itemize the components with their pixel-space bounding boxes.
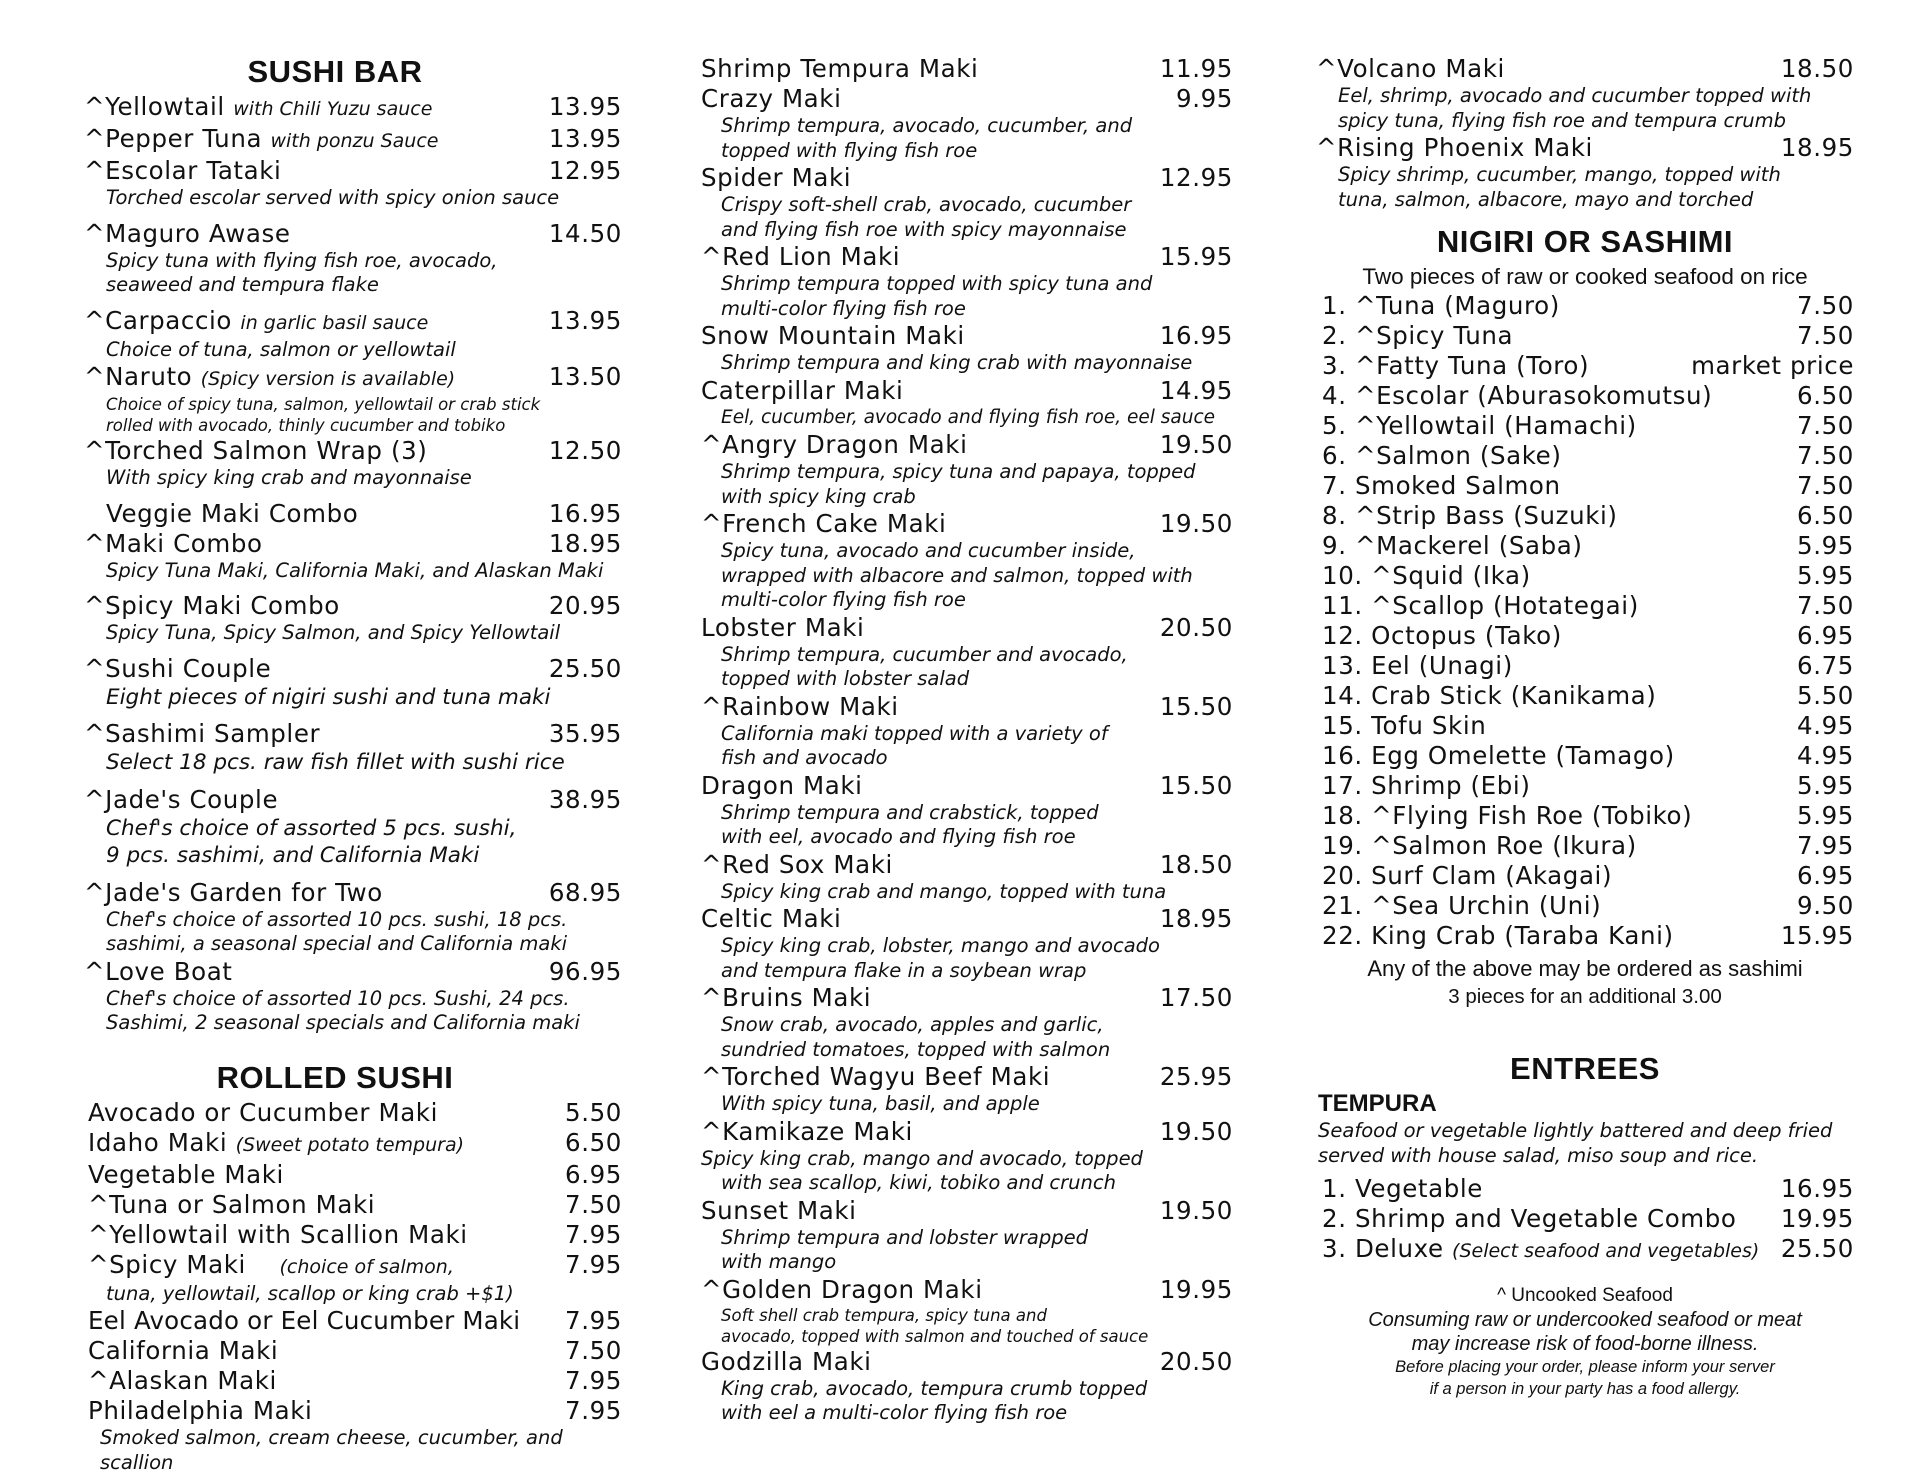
item-name: ^Golden Dragon Maki xyxy=(701,1274,983,1304)
menu-item xyxy=(701,1062,1233,1117)
list-item: 2. ^Spicy Tuna 7.50 xyxy=(1322,321,1854,350)
list-item: 19. ^Salmon Roe (Ikura) 7.95 xyxy=(1322,831,1854,860)
item-price: 6.50 xyxy=(565,1127,622,1157)
item-price: 7.95 xyxy=(565,1396,622,1425)
item-price: 18.95 xyxy=(1780,133,1854,162)
item-description: Eel, shrimp, avocado and cucumber topped with xyxy=(1338,84,1812,107)
item-name: Celtic Maki xyxy=(701,904,842,933)
list-item: 15. Tofu Skin 4.95 xyxy=(1322,711,1854,740)
list-item: 5. ^Yellowtail (Hamachi) 7.50 xyxy=(1322,411,1854,440)
item-price: 9.95 xyxy=(1176,84,1233,113)
item-name: Caterpillar Maki xyxy=(701,375,904,405)
menu-item xyxy=(84,1250,622,1307)
item-price: 13.95 xyxy=(548,92,622,121)
item-price: 13.95 xyxy=(548,124,622,153)
list-item: 8. ^Strip Bass (Suzuki) 6.50 xyxy=(1322,501,1854,530)
list-item: 6. ^Salmon (Sake) 7.50 xyxy=(1322,441,1854,470)
item-price: 25.50 xyxy=(548,653,622,683)
item-name: ^Yellowtail with Chili Yuzu sauce xyxy=(84,92,433,121)
menu-item xyxy=(701,430,1233,509)
item-price: 20.50 xyxy=(1159,1346,1233,1376)
item-description: 9 pcs. sashimi, and California Maki xyxy=(106,843,480,868)
menu-item xyxy=(701,242,1233,321)
item-name: ^Love Boat xyxy=(84,956,233,986)
item-price: 19.95 xyxy=(1159,1274,1233,1304)
item-description: avocado, topped with salmon and touched of sauce xyxy=(721,1326,1149,1346)
menu-item xyxy=(701,84,1233,163)
item-description: California maki topped with a variety of xyxy=(721,721,1108,745)
item-name: ^Rising Phoenix Maki xyxy=(1316,133,1593,162)
item-name: ^Kamikaze Maki xyxy=(701,1116,913,1146)
item-price: 19.50 xyxy=(1159,1195,1233,1225)
item-description: Sashimi, 2 seasonal specials and California maki xyxy=(106,1011,580,1034)
menu-item xyxy=(1316,54,1854,133)
item-description: multi-color flying fish roe xyxy=(721,296,966,320)
menu-item xyxy=(84,1396,622,1475)
tempura-description: Seafood or vegetable lightly battered and deep fried xyxy=(1318,1119,1833,1142)
item-description: seaweed and tempura flake xyxy=(106,273,379,296)
item-price: 11.95 xyxy=(1159,54,1233,83)
item-description: topped with lobster salad xyxy=(721,667,970,690)
menu-item xyxy=(84,92,622,124)
item-name: ^Jade's Garden for Two xyxy=(84,877,383,907)
item-description: Shrimp tempura topped with spicy tuna and xyxy=(721,272,1153,295)
menu-item xyxy=(84,957,622,1036)
menu-item xyxy=(84,785,622,870)
item-description: Shrimp tempura and crabstick, topped xyxy=(721,800,1099,824)
item-description: Chef's choice of assorted 5 pcs. sushi, xyxy=(106,815,517,841)
item-price: 15.95 xyxy=(1159,242,1233,271)
item-description: wrapped with albacore and salmon, topped with xyxy=(721,563,1193,587)
list-item: 20. Surf Clam (Akagai) 6.95 xyxy=(1322,861,1854,890)
section-title-sushi-bar: SUSHI BAR xyxy=(247,54,423,89)
item-name: ^Rainbow Maki xyxy=(701,691,899,721)
menu-item xyxy=(84,1306,622,1336)
list-item: 14. Crab Stick (Kanikama) 5.50 xyxy=(1322,681,1854,710)
item-name: ^Maguro Awase xyxy=(84,218,291,248)
list-item: 16. Egg Omelette (Tamago) 4.95 xyxy=(1322,741,1854,770)
item-name: ^Spicy Maki Combo xyxy=(84,591,340,620)
item-description: with eel, avocado and flying fish roe xyxy=(721,825,1076,848)
menu-item xyxy=(701,509,1233,613)
list-item: 7. Smoked Salmon 7.50 xyxy=(1322,471,1854,500)
item-description: With spicy king crab and mayonnaise xyxy=(106,466,472,489)
item-name: ^Tuna or Salmon Maki xyxy=(88,1189,376,1219)
menu-item xyxy=(84,1336,622,1366)
item-price: 7.50 xyxy=(565,1189,622,1219)
menu-item xyxy=(84,1190,622,1220)
list-item: 11. ^Scallop (Hotategai) 7.50 xyxy=(1322,591,1854,620)
item-description: Choice of tuna, salmon or yellowtail xyxy=(106,337,456,361)
item-price: 20.95 xyxy=(548,591,622,620)
menu-item xyxy=(701,692,1233,771)
menu-item xyxy=(701,904,1233,983)
menu-item xyxy=(84,878,622,957)
item-name: Crazy Maki xyxy=(701,84,842,113)
item-description: Spicy king crab, mango and avocado, topped xyxy=(701,1146,1143,1170)
item-description: Spicy tuna, avocado and cucumber inside, xyxy=(721,539,1136,562)
item-name: Avocado or Cucumber Maki xyxy=(88,1097,439,1127)
item-name: ^Sashimi Sampler xyxy=(84,719,321,748)
section-subtitle-nigiri: Two pieces of raw or cooked seafood on rice xyxy=(1362,264,1808,289)
column-right xyxy=(1316,54,1854,1400)
item-description: and flying fish roe with spicy mayonnaise xyxy=(721,217,1127,241)
sashimi-footnote: Any of the above may be ordered as sashimi xyxy=(1367,956,1803,981)
item-name: ^Yellowtail with Scallion Maki xyxy=(88,1219,468,1249)
item-name: ^Sushi Couple xyxy=(84,653,272,683)
nigiri-list xyxy=(1316,291,1854,951)
menu-item xyxy=(84,436,622,491)
tempura-description: served with house salad, miso soup and rice. xyxy=(1318,1143,1759,1167)
item-price: 18.50 xyxy=(1780,54,1854,83)
item-price: 6.95 xyxy=(565,1159,622,1189)
menu-item xyxy=(84,1220,622,1250)
item-price: 18.95 xyxy=(548,528,622,558)
item-description: Spicy Tuna Maki, California Maki, and Alaskan Maki xyxy=(106,558,604,582)
item-price: 7.95 xyxy=(565,1219,622,1249)
item-description: and tempura flake in a soybean wrap xyxy=(721,958,1087,982)
item-description: tuna, yellowtail, scallop or king crab +$1) xyxy=(106,1281,514,1305)
section-title-nigiri: NIGIRI OR SASHIMI xyxy=(1436,224,1734,259)
item-price: 17.50 xyxy=(1159,983,1233,1012)
list-item: 9. ^Mackerel (Saba) 5.95 xyxy=(1322,531,1854,560)
item-price: 13.50 xyxy=(548,362,622,391)
column-left xyxy=(84,52,622,1475)
list-item: 1. ^Tuna (Maguro) 7.50 xyxy=(1322,291,1854,320)
notice-line: Consuming raw or undercooked seafood or meat xyxy=(1368,1309,1802,1331)
item-name: ^Red Sox Maki xyxy=(701,849,893,879)
item-description: Soft shell crab tempura, spicy tuna and xyxy=(721,1305,1047,1325)
item-description: sundried tomatoes, topped with salmon xyxy=(721,1037,1111,1061)
item-price: 38.95 xyxy=(548,784,622,814)
uncooked-seafood-legend: ^ Uncooked Seafood xyxy=(1497,1285,1673,1306)
list-item: 1. Vegetable 16.95 xyxy=(1322,1174,1854,1203)
item-description: Chef's choice of assorted 10 pcs. Sushi, 24 pcs. xyxy=(106,986,570,1010)
item-description: Spicy shrimp, cucumber, mango, topped with xyxy=(1338,163,1781,186)
menu-item xyxy=(84,362,622,436)
item-price: 19.50 xyxy=(1159,1116,1233,1146)
item-name: ^Torched Salmon Wrap (3) xyxy=(84,436,428,465)
menu-item xyxy=(1316,133,1854,212)
item-name: Godzilla Maki xyxy=(701,1346,872,1376)
menu-item xyxy=(701,983,1233,1062)
item-price: 13.95 xyxy=(548,305,622,335)
item-description: sashimi, a seasonal special and California maki xyxy=(106,932,568,955)
item-description: with sea scallop, kiwi, tobiko and crunch xyxy=(721,1171,1116,1194)
item-price: 14.95 xyxy=(1159,375,1233,405)
item-name: ^Angry Dragon Maki xyxy=(701,430,968,459)
item-name: Dragon Maki xyxy=(701,770,863,800)
item-price: 14.50 xyxy=(548,218,622,248)
notice-line: Before placing your order, please inform your server xyxy=(1395,1358,1775,1376)
menu-item xyxy=(84,306,622,363)
item-name: ^French Cake Maki xyxy=(701,509,947,538)
item-price: 15.50 xyxy=(1159,770,1233,800)
item-description: Spicy king crab and mango, topped with tuna xyxy=(721,879,1167,903)
item-name: ^Jade's Couple xyxy=(84,784,279,814)
item-description: Crispy soft-shell crab, avocado, cucumber xyxy=(721,193,1132,216)
notice-line: may increase risk of food-borne illness. xyxy=(1411,1333,1759,1355)
item-description: Smoked salmon, cream cheese, cucumber, and scallion xyxy=(100,1426,563,1474)
item-name: Veggie Maki Combo xyxy=(106,498,359,528)
item-description: Eight pieces of nigiri sushi and tuna maki xyxy=(106,684,551,710)
item-description: Shrimp tempura, spicy tuna and papaya, topped xyxy=(721,460,1196,483)
tempura-list xyxy=(1316,1174,1854,1266)
item-price: 35.95 xyxy=(548,719,622,748)
menu-item xyxy=(701,163,1233,242)
menu-item xyxy=(84,529,622,584)
menu-item xyxy=(84,719,622,777)
item-name: Idaho Maki (Sweet potato tempura) xyxy=(88,1127,465,1157)
list-item: 21. ^Sea Urchin (Uni) 9.50 xyxy=(1322,891,1854,920)
item-description: with mango xyxy=(721,1250,837,1273)
item-price: 19.50 xyxy=(1159,430,1233,459)
item-name: Eel Avocado or Eel Cucumber Maki xyxy=(88,1306,521,1335)
section-title-entrees: ENTREES xyxy=(1510,1051,1660,1086)
item-price: 12.50 xyxy=(548,436,622,465)
list-item: 18. ^Flying Fish Roe (Tobiko) 5.95 xyxy=(1322,801,1854,830)
list-item: 10. ^Squid (Ika) 5.95 xyxy=(1322,561,1854,590)
item-price: 19.50 xyxy=(1159,509,1233,538)
menu-item xyxy=(84,156,622,211)
item-description: With spicy tuna, basil, and apple xyxy=(721,1092,1040,1115)
item-description: Select 18 pcs. raw fish fillet with sushi rice xyxy=(106,750,565,775)
item-name: Shrimp Tempura Maki xyxy=(701,54,979,83)
list-item: 17. Shrimp (Ebi) 5.95 xyxy=(1322,771,1854,800)
item-name: ^Volcano Maki xyxy=(1316,54,1505,83)
item-price: 18.95 xyxy=(1159,904,1233,933)
item-description: King crab, avocado, tempura crumb topped xyxy=(721,1376,1148,1400)
item-name: ^Bruins Maki xyxy=(701,983,872,1012)
allergy-notice xyxy=(1316,1284,1854,1400)
tempura-title: TEMPURA xyxy=(1318,1090,1437,1117)
item-description: Spicy tuna with flying fish roe, avocado, xyxy=(106,248,498,272)
item-description: Spicy Tuna, Spicy Salmon, and Spicy Yellowtail xyxy=(106,621,561,644)
menu-item xyxy=(84,591,622,646)
item-description: Eel, cucumber, avocado and flying fish roe, eel sauce xyxy=(721,406,1216,428)
menu-item xyxy=(84,1366,622,1396)
item-description: Shrimp tempura, cucumber and avocado, xyxy=(721,642,1128,666)
item-price: 7.95 xyxy=(565,1249,622,1279)
item-name: Spider Maki xyxy=(701,163,852,192)
item-name: ^Pepper Tuna with ponzu Sauce xyxy=(84,124,439,153)
item-description: multi-color flying fish roe xyxy=(721,588,966,611)
item-description: spicy tuna, flying fish roe and tempura crumb xyxy=(1338,108,1786,132)
menu-item xyxy=(701,771,1233,850)
item-price: 68.95 xyxy=(548,877,622,907)
item-price: 25.95 xyxy=(1159,1062,1233,1091)
menu-item xyxy=(701,321,1233,376)
menu-item xyxy=(701,1347,1233,1426)
item-description: Shrimp tempura, avocado, cucumber, and xyxy=(721,114,1133,137)
item-description: fish and avocado xyxy=(721,746,888,769)
item-price: 7.95 xyxy=(565,1306,622,1335)
item-name: ^Torched Wagyu Beef Maki xyxy=(701,1062,1051,1091)
menu-item xyxy=(701,1196,1233,1275)
menu-item xyxy=(701,54,1233,84)
item-price: 16.95 xyxy=(1159,321,1233,350)
item-price: 20.50 xyxy=(1159,612,1233,642)
item-description: Spicy king crab, lobster, mango and avocado xyxy=(721,934,1160,957)
list-item: 2. Shrimp and Vegetable Combo 19.95 xyxy=(1322,1204,1854,1233)
list-item: 4. ^Escolar (Aburasokomutsu) 6.50 xyxy=(1322,381,1854,410)
item-price: 5.50 xyxy=(565,1097,622,1127)
column-middle xyxy=(701,54,1233,1426)
item-description: topped with flying fish roe xyxy=(721,138,978,162)
item-price: 15.50 xyxy=(1159,691,1233,721)
item-description: Choice of spicy tuna, salmon, yellowtail or crab stick xyxy=(106,395,541,414)
item-price: 7.95 xyxy=(565,1366,622,1395)
item-name: Lobster Maki xyxy=(701,612,865,642)
item-name: Philadelphia Maki xyxy=(88,1396,313,1425)
item-name: Vegetable Maki xyxy=(88,1159,284,1189)
item-description: with spicy king crab xyxy=(721,484,916,508)
item-name: ^Spicy Maki (choice of salmon, xyxy=(88,1249,454,1279)
list-item: 22. King Crab (Taraba Kani) 15.95 xyxy=(1322,921,1854,950)
sashimi-footnote-price: 3 pieces for an additional 3.00 xyxy=(1448,985,1722,1008)
item-name: ^Escolar Tataki xyxy=(84,156,282,185)
menu-item xyxy=(701,613,1233,692)
list-item: 3. Deluxe (Select seafood and vegetables) 25.50 xyxy=(1322,1234,1854,1263)
menu-item xyxy=(84,219,622,298)
item-price: 16.95 xyxy=(548,498,622,528)
item-price: 12.95 xyxy=(1159,163,1233,192)
menu-item xyxy=(701,850,1233,905)
list-item: 12. Octopus (Tako) 6.95 xyxy=(1322,621,1854,650)
item-description: tuna, salmon, albacore, mayo and torched xyxy=(1338,187,1754,211)
item-description: Shrimp tempura and king crab with mayonnaise xyxy=(721,351,1193,374)
menu-item xyxy=(84,1098,622,1128)
item-description: Snow crab, avocado, apples and garlic, xyxy=(721,1013,1104,1036)
menu-item xyxy=(701,1275,1233,1347)
notice-line: if a person in your party has a food allergy. xyxy=(1429,1380,1741,1398)
item-price: 18.50 xyxy=(1159,849,1233,879)
menu-item xyxy=(84,499,622,529)
menu-item xyxy=(84,124,622,156)
item-name: ^Maki Combo xyxy=(84,528,263,558)
item-price: 7.50 xyxy=(565,1336,622,1365)
menu-item xyxy=(84,654,622,712)
item-price: 12.95 xyxy=(548,156,622,185)
item-name: ^Alaskan Maki xyxy=(88,1366,277,1395)
item-name: ^Naruto (Spicy version is available) xyxy=(84,362,456,391)
item-description: rolled with avocado, thinly cucumber and tobiko xyxy=(106,416,506,435)
menu-item xyxy=(701,376,1233,431)
item-name: California Maki xyxy=(88,1336,279,1365)
list-item: 3. ^Fatty Tuna (Toro) market price xyxy=(1322,351,1854,380)
item-description: Torched escolar served with spicy onion sauce xyxy=(106,186,560,209)
section-title-rolled-sushi: ROLLED SUSHI xyxy=(216,1059,454,1095)
item-name: ^Carpaccio in garlic basil sauce xyxy=(84,305,429,335)
list-item: 13. Eel (Unagi) 6.75 xyxy=(1322,651,1854,680)
item-description: Chef's choice of assorted 10 pcs. sushi, 18 pcs. xyxy=(106,907,568,931)
menu-item xyxy=(701,1117,1233,1196)
menu-item xyxy=(84,1128,622,1160)
item-description: Shrimp tempura and lobster wrapped xyxy=(721,1225,1088,1249)
item-price: 96.95 xyxy=(548,956,622,986)
item-description: with eel a multi-color flying fish roe xyxy=(721,1401,1068,1424)
item-name: Sunset Maki xyxy=(701,1195,857,1225)
menu-item xyxy=(84,1160,622,1190)
item-name: Snow Mountain Maki xyxy=(701,321,965,350)
item-name: ^Red Lion Maki xyxy=(701,242,901,271)
